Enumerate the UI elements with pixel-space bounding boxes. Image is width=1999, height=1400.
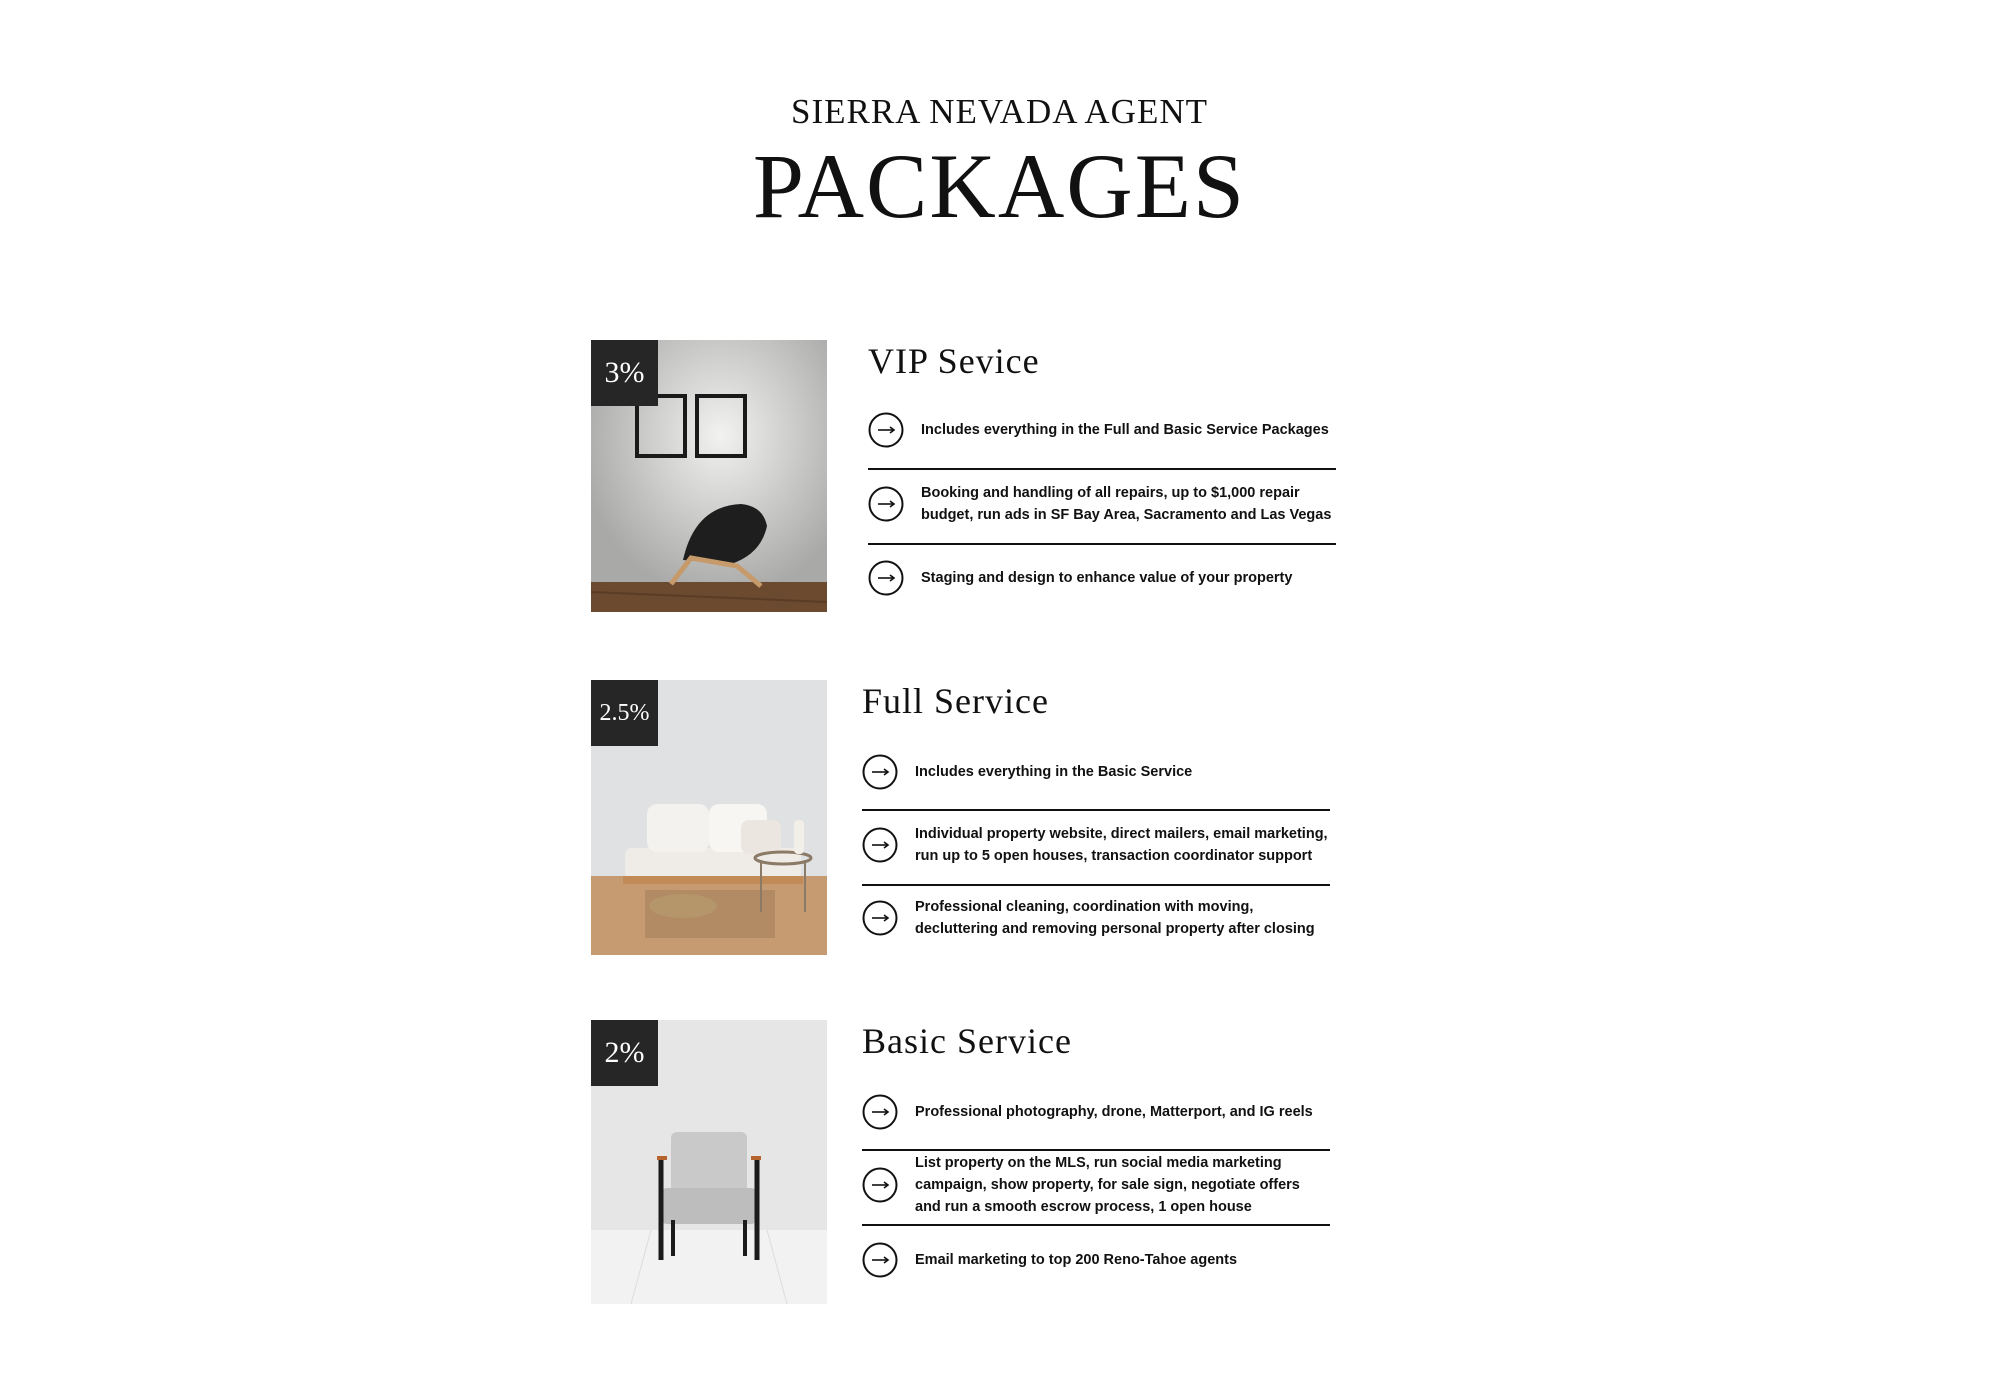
- room-with-shell-chair-and-frames-image: [591, 340, 827, 612]
- divider: [862, 1149, 1330, 1151]
- feature-text: Booking and handling of all repairs, up to $1,000 repair budget, run ads in SF Bay Area, Sacramento and Las Vegas: [921, 485, 1332, 523]
- divider: [862, 1224, 1330, 1226]
- feature-text: Professional cleaning, coordination with moving, decluttering and removing personal property after closing: [915, 899, 1315, 937]
- arrow-circle-icon: [862, 1242, 898, 1278]
- feature-text: Professional photography, drone, Matterport, and IG reels: [915, 1104, 1313, 1120]
- arrow-circle-icon: [868, 486, 904, 522]
- package-title: Full Service: [862, 681, 1049, 721]
- divider: [862, 809, 1330, 811]
- package-vip: [0, 340, 1999, 630]
- arrow-circle-icon: [862, 1094, 898, 1130]
- percent-label: 2%: [604, 1036, 645, 1069]
- percent-badge: [591, 1020, 658, 1086]
- package-title: Basic Service: [862, 1021, 1072, 1061]
- percent-label: 2.5%: [599, 699, 650, 726]
- page-title: PACKAGES: [752, 135, 1247, 237]
- divider: [868, 543, 1336, 545]
- percent-badge: [591, 680, 658, 746]
- package-basic: [0, 1020, 1999, 1310]
- package-title: VIP Sevice: [868, 341, 1040, 381]
- room-with-grey-armchair-image: [591, 1020, 827, 1304]
- package-full: [0, 680, 1999, 970]
- divider: [868, 468, 1336, 470]
- feature-text: Staging and design to enhance value of your property: [921, 570, 1293, 586]
- feature-text: Email marketing to top 200 Reno-Tahoe agents: [915, 1252, 1238, 1268]
- page-subtitle: SIERRA NEVADA AGENT: [790, 92, 1208, 131]
- arrow-circle-icon: [862, 900, 898, 936]
- arrow-circle-icon: [868, 412, 904, 448]
- feature-text: List property on the MLS, run social media marketing campaign, show property, for sale sign, negotiate offers and run a smooth escrow process, 1 open house: [915, 1155, 1300, 1215]
- feature-text: Includes everything in the Full and Basic Service Packages: [921, 422, 1329, 438]
- living-room-with-sofa-image: [591, 680, 827, 955]
- feature-text: Includes everything in the Basic Service: [915, 764, 1193, 780]
- arrow-circle-icon: [862, 754, 898, 790]
- percent-label: 3%: [604, 356, 645, 389]
- arrow-circle-icon: [862, 1167, 898, 1203]
- percent-badge: [591, 340, 658, 406]
- arrow-circle-icon: [862, 827, 898, 863]
- arrow-circle-icon: [868, 560, 904, 596]
- feature-text: Individual property website, direct mailers, email marketing, run up to 5 open houses, transaction coordinator support: [915, 826, 1328, 864]
- divider: [862, 884, 1330, 886]
